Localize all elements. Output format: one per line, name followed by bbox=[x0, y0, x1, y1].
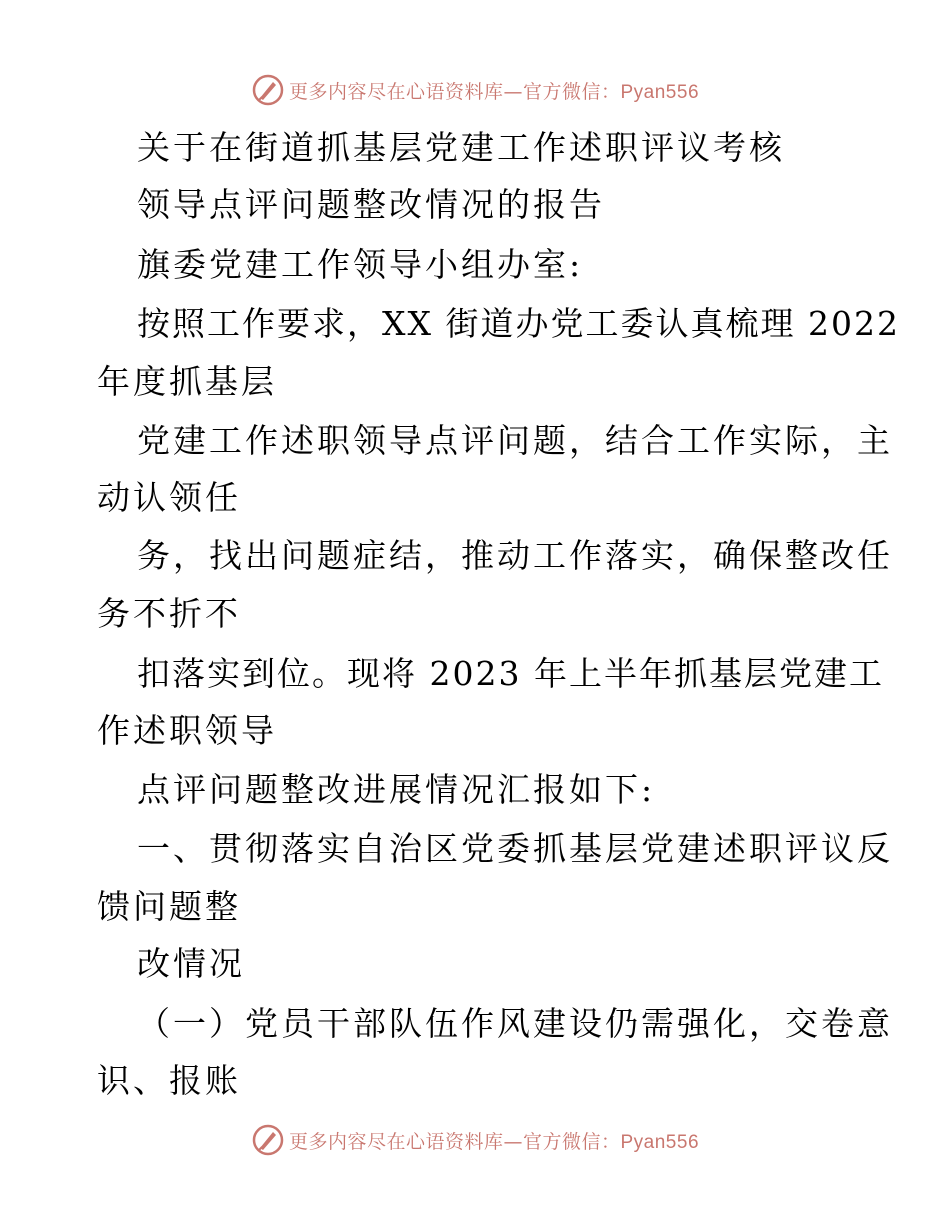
watermark-header bbox=[0, 70, 950, 110]
paragraph-line: 点评问题整改进展情况汇报如下: bbox=[137, 770, 656, 809]
paragraph-line: 按照工作要求，XX 街道办党工委认真梳理 2022 bbox=[137, 304, 900, 343]
paragraph-line: 扣落实到位。现将 2023 年上半年抓基层党建工 bbox=[137, 654, 884, 693]
quill-logo-icon bbox=[251, 73, 285, 107]
section-heading-cont: 馈问题整 bbox=[97, 887, 241, 926]
watermark-wechat-id: Pyan556 bbox=[620, 81, 700, 103]
subsection-heading: （一）党员干部队伍作风建设仍需强化，交卷意 bbox=[137, 1004, 893, 1043]
quill-logo-icon bbox=[251, 1123, 285, 1157]
subsection-heading-cont: 识、报账 bbox=[97, 1061, 241, 1100]
paragraph-line: 党建工作述职领导点评问题，结合工作实际，主 bbox=[137, 421, 893, 460]
watermark-text: 更多内容尽在心语资料库—官方微信：Pyan556 bbox=[288, 80, 700, 103]
paragraph-line: 动认领任 bbox=[97, 478, 241, 517]
watermark-text: 更多内容尽在心语资料库—官方微信：Pyan556 bbox=[288, 1130, 700, 1153]
watermark-wechat-id: Pyan556 bbox=[620, 1131, 700, 1153]
salutation: 旗委党建工作领导小组办室: bbox=[137, 245, 584, 284]
paragraph-line: 年度抓基层 bbox=[97, 362, 277, 401]
watermark-footer bbox=[0, 1120, 950, 1160]
title-line-2: 领导点评问题整改情况的报告 bbox=[137, 185, 605, 224]
paragraph-line: 务，找出问题症结，推动工作落实，确保整改任 bbox=[137, 536, 893, 575]
section-heading: 一、贯彻落实自治区党委抓基层党建述职评议反 bbox=[137, 829, 893, 868]
title-line-1: 关于在街道抓基层党建工作述职评议考核 bbox=[137, 128, 785, 167]
paragraph-line: 务不折不 bbox=[97, 594, 241, 633]
section-heading-cont: 改情况 bbox=[137, 944, 245, 983]
paragraph-line: 作述职领导 bbox=[97, 711, 277, 750]
